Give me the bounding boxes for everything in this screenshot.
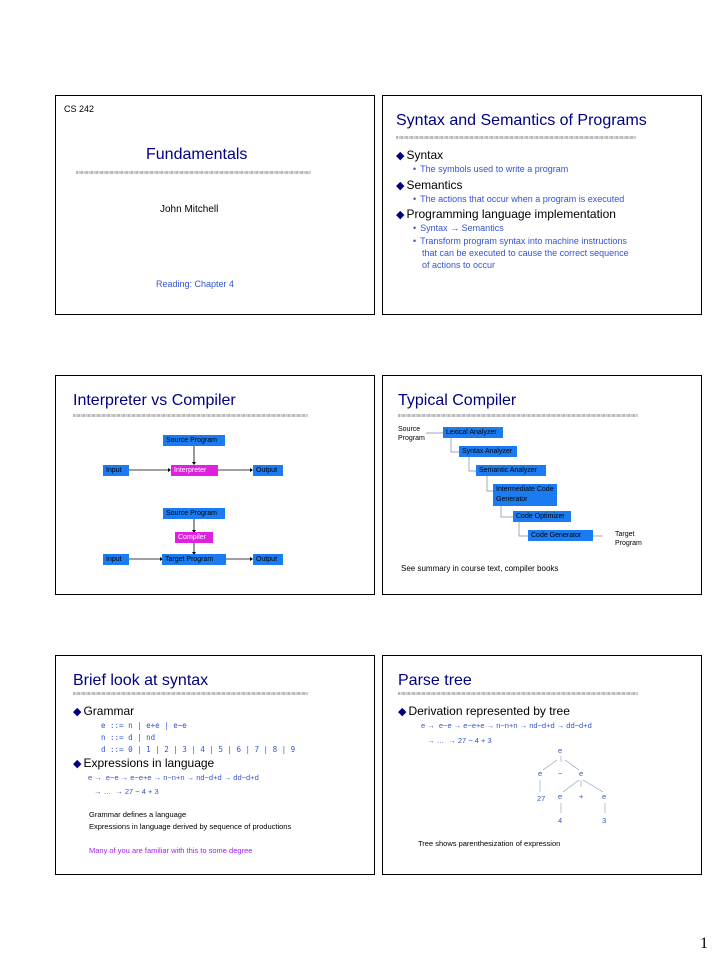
slide-title: Typical Compiler (398, 392, 517, 409)
tree-op-plus: + (579, 792, 584, 801)
reading-note: Reading: Chapter 4 (156, 279, 235, 289)
derivation-line: e → e−e → e−e+e → n−n+n → nd−d+d → dd−d+d (421, 721, 592, 730)
sub-bullet: • Syntax → Semantics (413, 223, 504, 233)
page-number: 1 (700, 935, 708, 952)
input-box: Input (103, 465, 129, 476)
title-rule (73, 692, 308, 695)
tree-node-right: e (579, 769, 584, 778)
lexical-analyzer-box: Lexical Analyzer (443, 427, 503, 438)
source-label: Program (398, 435, 425, 442)
title-rule (76, 171, 311, 174)
slide-4 (382, 375, 702, 595)
output-box: Output (253, 465, 283, 476)
intermediate-code-box (493, 484, 557, 506)
tree-op-minus: − (558, 769, 563, 778)
slide-3 (55, 375, 375, 595)
slide-1 (55, 95, 375, 315)
tree-node-sub-left: e (558, 792, 563, 801)
bullet-semantics: ◆ Semantics (396, 178, 463, 192)
bullet-syntax: ◆ Syntax (396, 148, 443, 162)
intermediate-code-line1: Intermediate Code (496, 486, 554, 493)
semantic-analyzer-box: Semantic Analyzer (476, 465, 546, 476)
target-label: Program (615, 540, 642, 547)
slide-title: Syntax and Semantics of Programs (396, 112, 647, 129)
tree-node-sub-right: e (602, 792, 607, 801)
input-box: Input (103, 554, 129, 565)
slide-6 (382, 655, 702, 875)
bullet-expressions: ◆ Expressions in language (73, 756, 214, 770)
bullet-grammar: ◆ Grammar (73, 704, 134, 718)
grammar-line: n ::= d | nd (101, 733, 156, 742)
grammar-line: d ::= 0 | 1 | 2 | 3 | 4 | 5 | 6 | 7 | 8 | 9 (101, 745, 296, 754)
derivation-line: e → e−e → e−e+e → n−n+n → nd−d+d → dd−d+d (88, 773, 259, 782)
tree-leaf-27: 27 (537, 794, 546, 803)
target-program-box: Target Program (162, 554, 226, 565)
slide-title: Fundamentals (146, 146, 248, 163)
syntax-analyzer-box: Syntax Analyzer (459, 446, 517, 457)
code-optimizer-box: Code Optimizer (513, 511, 571, 522)
bullet-implementation: ◆ Programming language implementation (396, 207, 616, 221)
code-generator-box: Code Generator (528, 530, 593, 541)
author: John Mitchell (160, 204, 219, 215)
compiler-box: Compiler (175, 532, 213, 543)
tree-leaf-3: 3 (602, 816, 607, 825)
bullet-derivation: ◆ Derivation represented by tree (398, 704, 570, 718)
grammar-line: e ::= n | e+e | e−e (101, 721, 187, 730)
sub-bullet-cont: that can be executed to cause the correct sequence (422, 248, 629, 258)
slide-2 (382, 95, 702, 315)
output-box: Output (253, 554, 283, 565)
sub-bullet: • The actions that occur when a program is executed (413, 194, 625, 204)
tree-caption: Tree shows parenthesization of expression (418, 839, 561, 848)
slide-title: Brief look at syntax (73, 672, 209, 689)
tree-leaf-4: 4 (558, 816, 563, 825)
source-program-box: Source Program (163, 435, 225, 446)
course-label: CS 242 (64, 104, 95, 114)
derivation-line: → … → 27 − 4 + 3 (427, 736, 492, 745)
familiar-note: Many of you are familiar with this to some degree (89, 846, 253, 855)
source-program-box: Source Program (163, 508, 225, 519)
interpreter-box: Interpreter (171, 465, 218, 476)
derivation-line: → … → 27 − 4 + 3 (94, 787, 159, 796)
slide-title: Interpreter vs Compiler (73, 392, 236, 409)
title-rule (396, 136, 636, 139)
source-label: Source (398, 426, 421, 433)
summary-note: See summary in course text, compiler books (401, 564, 559, 573)
note: Grammar defines a language (89, 810, 187, 819)
sub-bullet: • The symbols used to write a program (413, 164, 569, 174)
intermediate-code-line2: Generator (496, 496, 528, 503)
tree-root: e (558, 746, 563, 755)
slide-title: Parse tree (398, 672, 472, 689)
tree-node-left: e (538, 769, 543, 778)
sub-bullet: • Transform program syntax into machine instructions (413, 236, 627, 246)
note: Expressions in language derived by sequence of productions (89, 822, 292, 831)
sub-bullet-cont: of actions to occur (422, 260, 496, 270)
slide-5 (55, 655, 375, 875)
target-label: Target (615, 531, 635, 538)
